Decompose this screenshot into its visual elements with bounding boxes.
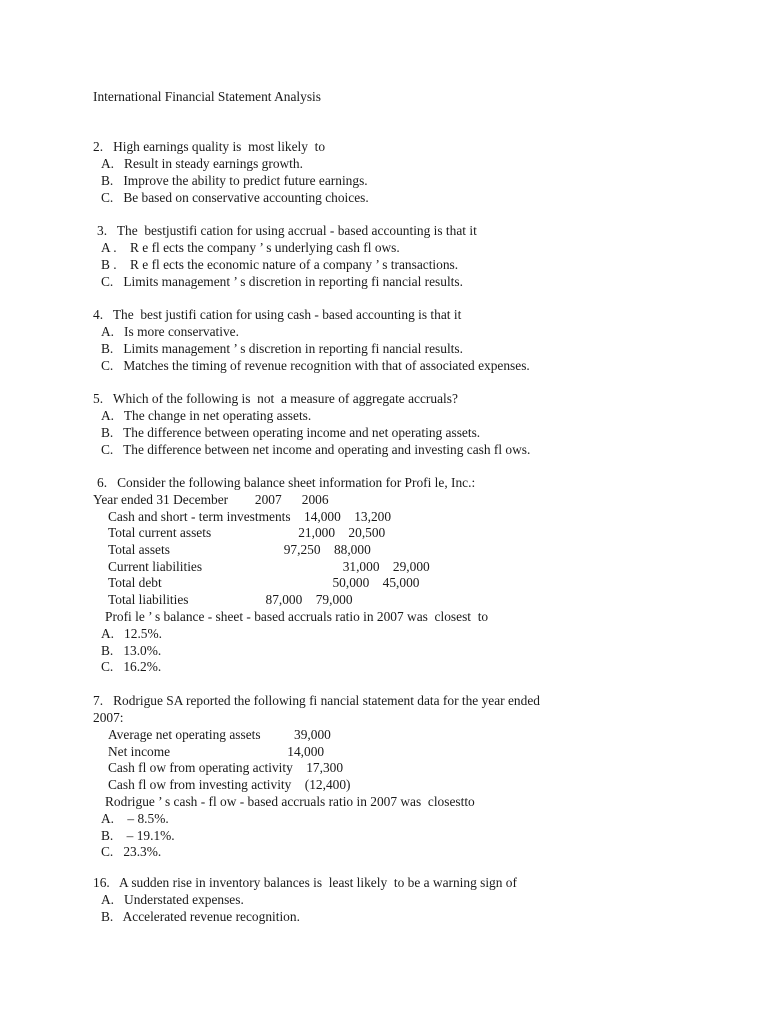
question-4-option-c: C. Matches the timing of revenue recognition with that of associated expenses. [101, 358, 530, 373]
question-3-option-b: B . R e fl ects the economic nature of a company ’ s transactions. [101, 257, 459, 272]
question-6-table-row: Current liabilities 31,000 29,000 [108, 559, 430, 574]
question-16-option-b: B. Accelerated revenue recognition. [101, 909, 300, 924]
question-6-option-a: A. 12.5%. [101, 626, 162, 641]
question-6-option-c: C. 16.2%. [101, 659, 162, 674]
question-5-option-a: A. The change in net operating assets. [101, 408, 312, 423]
question-7-data-row: Average net operating assets 39,000 [108, 727, 331, 742]
question-6-option-b: B. 13.0%. [101, 643, 162, 658]
question-2-stem: 2. High earnings quality is most likely to [93, 139, 326, 154]
question-7-stem: 7. Rodrigue SA reported the following fi nancial statement data for the year ended [93, 693, 540, 708]
question-7-option-a: A. – 8.5%. [101, 811, 169, 826]
question-2-option-b: B. Improve the ability to predict future earnings. [101, 173, 368, 188]
question-5-stem: 5. Which of the following is not a measure of aggregate accruals? [93, 391, 458, 406]
question-4-option-b: B. Limits management ’ s discretion in reporting fi nancial results. [101, 341, 463, 356]
question-7-data-row: Cash fl ow from investing activity (12,400) [108, 777, 351, 792]
question-4-option-a: A. Is more conservative. [101, 324, 239, 339]
question-6-table-row: Cash and short - term investments 14,000 13,200 [108, 509, 392, 524]
question-7-prompt: Rodrigue ’ s cash - fl ow - based accruals ratio in 2007 was closestto [105, 794, 475, 809]
question-6-table-row: Total assets 97,250 88,000 [108, 542, 371, 557]
question-7-data-row: Cash fl ow from operating activity 17,300 [108, 760, 344, 775]
question-16-stem: 16. A sudden rise in inventory balances is least likely to be a warning sign of [93, 875, 517, 890]
question-7-data-row: Net income 14,000 [108, 744, 325, 759]
question-7-stem-continued: 2007: [93, 710, 124, 725]
question-7-option-c: C. 23.3%. [101, 844, 162, 859]
question-3-option-c: C. Limits management ’ s discretion in reporting fi nancial results. [101, 274, 463, 289]
question-5-option-b: B. The difference between operating income and net operating assets. [101, 425, 481, 440]
question-16-option-a: A. Understated expenses. [101, 892, 244, 907]
question-7-option-b: B. – 19.1%. [101, 828, 175, 843]
question-5-option-c: C. The difference between net income and operating and investing cash fl ows. [101, 442, 531, 457]
question-6-stem: 6. Consider the following balance sheet information for Profi le, Inc.: [97, 475, 476, 490]
question-6-table-row: Total debt 50,000 45,000 [108, 575, 420, 590]
question-6-table-header: Year ended 31 December 2007 2006 [93, 492, 329, 507]
question-4-stem: 4. The best justifi cation for using cash - based accounting is that it [93, 307, 462, 322]
question-6-prompt: Profi le ’ s balance - sheet - based accruals ratio in 2007 was closest to [105, 609, 489, 624]
question-6-table-row: Total liabilities 87,000 79,000 [108, 592, 353, 607]
question-3-stem: 3. The bestjustifi cation for using accrual - based accounting is that it [97, 223, 477, 238]
question-2-option-c: C. Be based on conservative accounting choices. [101, 190, 369, 205]
document-title: International Financial Statement Analysis [93, 89, 321, 104]
question-6-table-row: Total current assets 21,000 20,500 [108, 525, 386, 540]
question-2-option-a: A. Result in steady earnings growth. [101, 156, 303, 171]
question-3-option-a: A . R e fl ects the company ’ s underlying cash fl ows. [101, 240, 400, 255]
